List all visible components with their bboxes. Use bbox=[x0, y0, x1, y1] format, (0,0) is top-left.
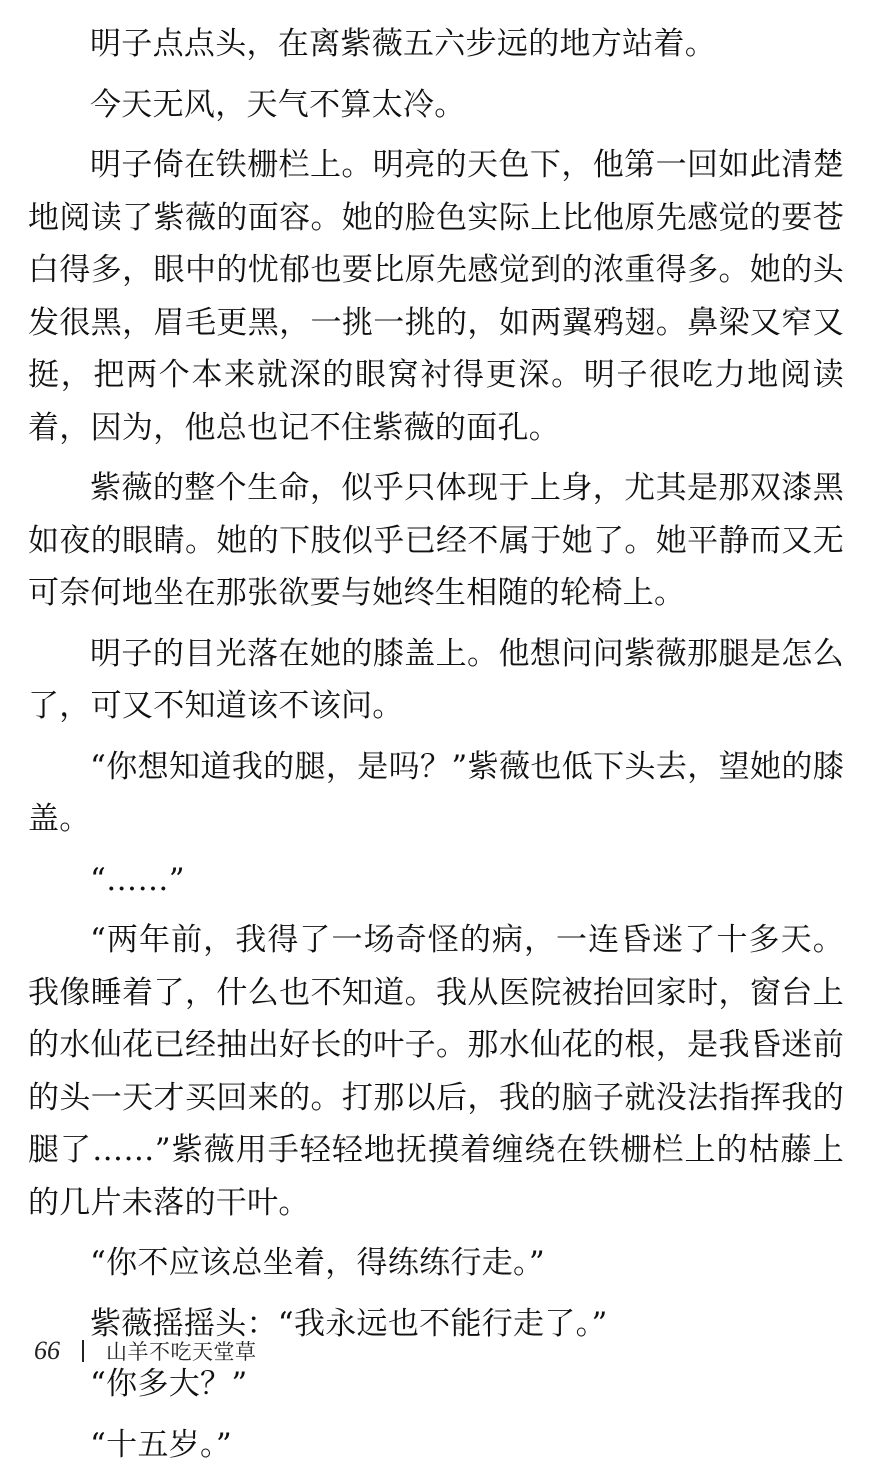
paragraph: 紫薇的整个生命，似乎只体现于上身，尤其是那双漆黑如夜的眼睛。她的下肢似乎已经不属于她了。她平静而又无可奈何地坐在那张欲要与她终生相随的轮椅上。 bbox=[28, 470, 844, 611]
page-footer bbox=[34, 1331, 257, 1371]
paragraph: 明子点点头，在离紫薇五六步远的地方站着。 bbox=[90, 26, 716, 62]
book-title: 山羊不吃天堂草 bbox=[106, 1340, 257, 1364]
page-number: 66 bbox=[34, 1336, 60, 1365]
paragraph: “你想知道我的腿，是吗？”紫薇也低下头去，望她的膝盖。 bbox=[28, 748, 844, 837]
footer-divider bbox=[82, 1340, 84, 1362]
page-body bbox=[28, 18, 844, 1479]
paragraph: “两年前，我得了一场奇怪的病，一连昏迷了十多天。我像睡着了，什么也不知道。我从医院被抬回家时，窗台上的水仙花已经抽出好长的叶子。那水仙花的根，是我昏迷前的头一天才买回来的。打那以后，我的脑子就没法指挥我的腿了……”紫薇用手轻轻地抚摸着缠绕在铁栅栏上的枯藤上的几片未落的干叶。 bbox=[28, 922, 844, 1221]
paragraph: 紫薇摇摇头：“我永远也不能行走了。” bbox=[90, 1305, 608, 1342]
paragraph: “十五岁。” bbox=[90, 1426, 232, 1463]
paragraph: “你多大？” bbox=[90, 1366, 248, 1402]
paragraph: “你不应该总坐着，得练练行走。” bbox=[90, 1245, 545, 1281]
paragraph: 明子倚在铁栅栏上。明亮的天色下，他第一回如此清楚地阅读了紫薇的面容。她的脸色实际上比他原先感觉的要苍白得多，眼中的忧郁也要比原先感觉到的浓重得多。她的头发很黑，眉毛更黑，一挑一挑的，如两翼鸦翅。鼻梁又窄又挺，把两个本来就深的眼窝衬得更深。明子很吃力地阅读着，因为，他总也记不住紫薇的面孔。 bbox=[28, 147, 844, 446]
paragraph: “……” bbox=[90, 861, 185, 898]
paragraph: 明子的目光落在她的膝盖上。他想问问紫薇那腿是怎么了，可又不知道该不该问。 bbox=[28, 635, 844, 724]
paragraph: 今天无风，天气不算太冷。 bbox=[90, 86, 466, 123]
